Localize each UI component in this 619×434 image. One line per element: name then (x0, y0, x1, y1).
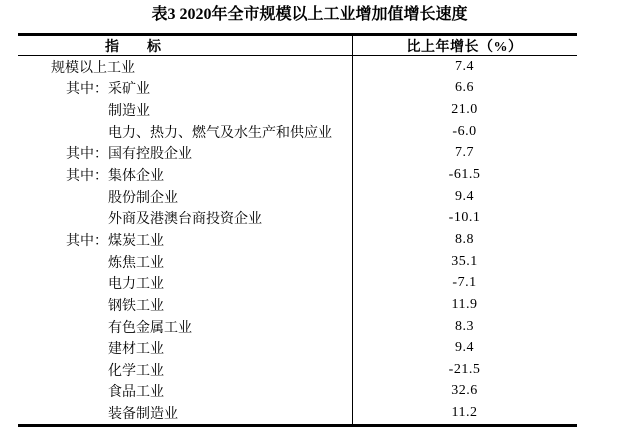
indicator-label: 电力、热力、燃气及水生产和供应业 (18, 121, 353, 143)
table-row (18, 402, 577, 424)
indicator-label: 其中：集体企业 (18, 164, 353, 186)
table-row (18, 207, 577, 229)
growth-value: 9.4 (455, 340, 474, 356)
table-row (18, 381, 577, 403)
table-row (18, 164, 577, 186)
table-row (18, 56, 577, 78)
indicator-label: 装备制造业 (18, 402, 353, 424)
table-row (18, 272, 577, 294)
table-row (18, 359, 577, 381)
table-row (18, 78, 577, 100)
growth-value: 11.9 (451, 296, 478, 312)
growth-value: 8.3 (455, 318, 474, 334)
table-row (18, 294, 577, 316)
table-row (18, 316, 577, 338)
growth-value: -6.0 (452, 123, 477, 139)
table-row (18, 121, 577, 143)
indicator-label: 建材工业 (18, 337, 353, 359)
indicator-label: 钢铁工业 (18, 294, 353, 316)
table-row (18, 186, 577, 208)
indicator-label: 制造业 (18, 99, 353, 121)
indicator-label: 其中：采矿业 (18, 78, 353, 100)
growth-value: -7.1 (452, 275, 477, 291)
table-body (18, 56, 577, 424)
indicator-label: 其中：国有控股企业 (18, 143, 353, 165)
indicator-label: 电力工业 (18, 272, 353, 294)
growth-value: 32.6 (451, 383, 478, 399)
table-header-row (18, 36, 577, 56)
indicator-label: 炼焦工业 (18, 251, 353, 273)
table-row (18, 229, 577, 251)
growth-value: 7.4 (455, 58, 474, 74)
indicator-label: 外商及港澳台商投资企业 (18, 207, 353, 229)
growth-value: -61.5 (448, 167, 481, 183)
indicator-label: 食品工业 (18, 381, 353, 403)
growth-value: 21.0 (451, 102, 478, 118)
indicator-label: 规模以上工业 (18, 56, 353, 78)
growth-value: -21.5 (448, 361, 481, 377)
growth-value: -10.1 (448, 210, 481, 226)
indicator-label: 化学工业 (18, 359, 353, 381)
indicator-label: 有色金属工业 (18, 316, 353, 338)
table-row (18, 143, 577, 165)
indicator-label: 其中：煤炭工业 (18, 229, 353, 251)
growth-value: 35.1 (451, 253, 478, 269)
indicator-label: 股份制企业 (18, 186, 353, 208)
growth-value: 7.7 (455, 145, 474, 161)
header-indicator: 指 标 (18, 36, 353, 55)
header-growth-percent: 比上年增长（%） (406, 39, 523, 55)
table-row (18, 99, 577, 121)
growth-value: 11.2 (451, 405, 478, 421)
table-row (18, 251, 577, 273)
growth-value: 6.6 (455, 80, 474, 96)
growth-value: 8.8 (455, 231, 474, 247)
growth-value: 9.4 (455, 188, 474, 204)
table-title: 表3 2020年全市规模以上工业增加值增长速度 (151, 6, 468, 23)
statistics-table (18, 33, 577, 427)
table-row (18, 337, 577, 359)
